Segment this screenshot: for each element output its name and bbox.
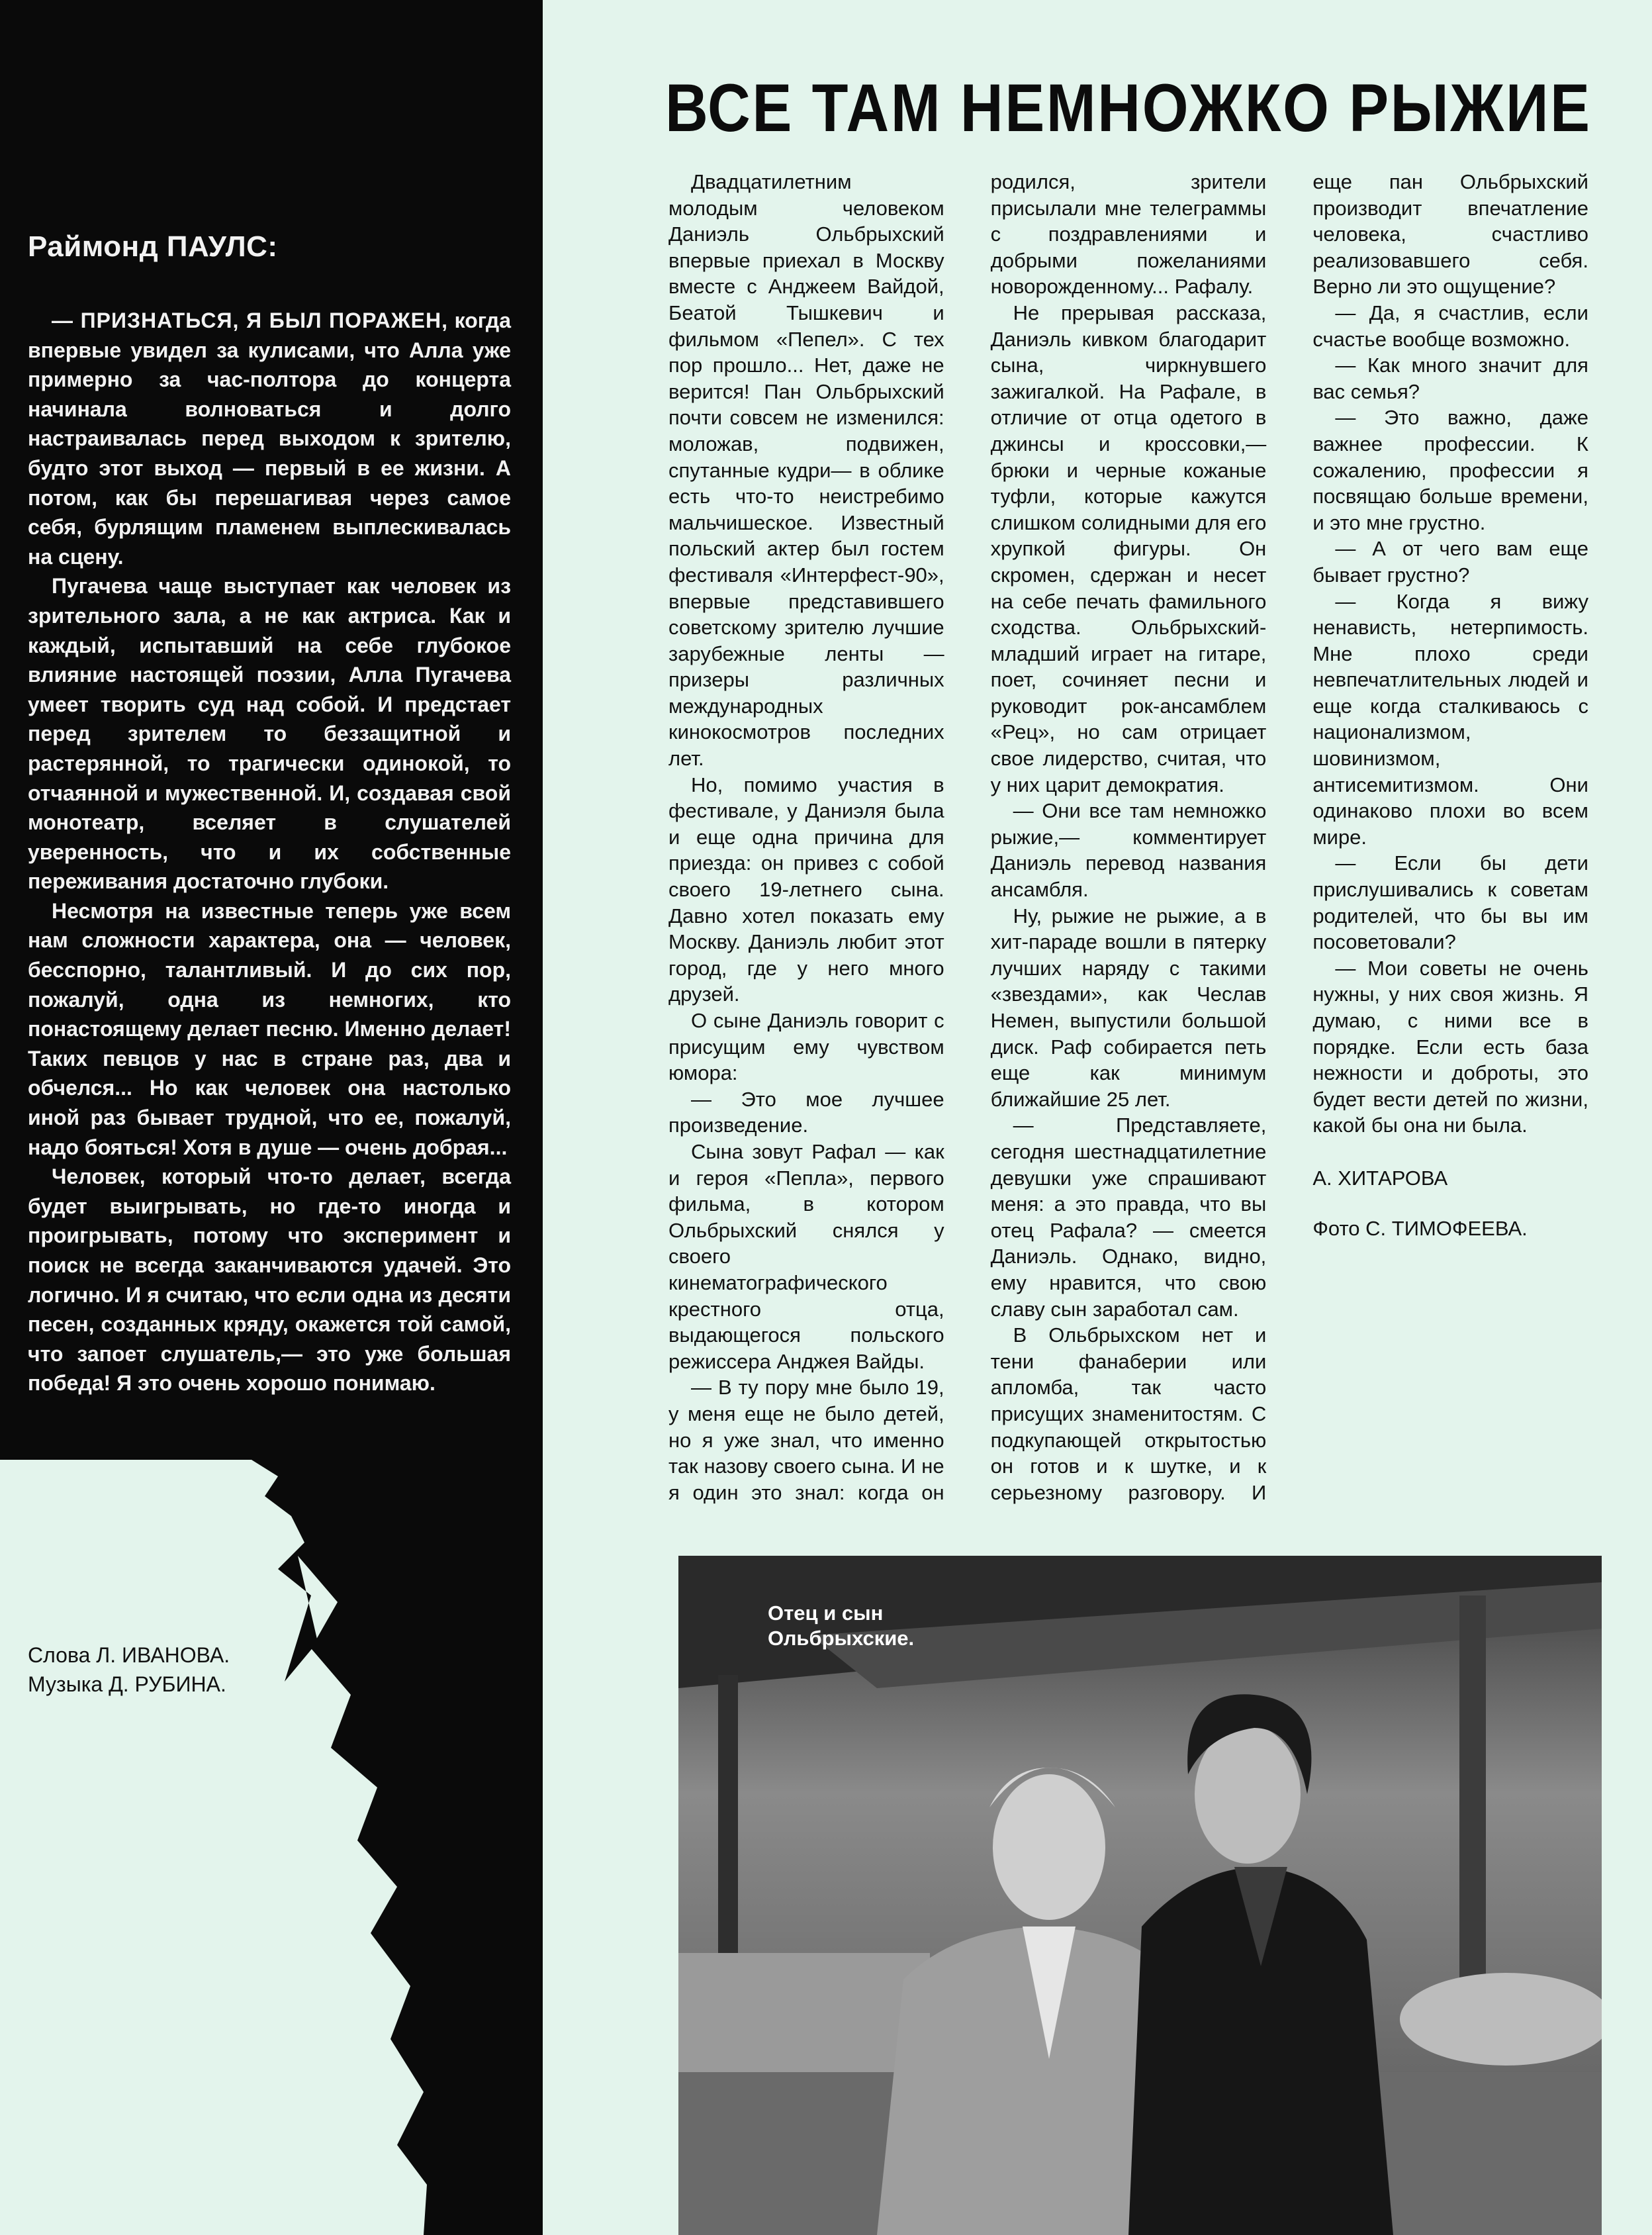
article-columns bbox=[668, 169, 1588, 1519]
left-paragraph-text: когда впервые увидел за кулисами, что Алла уже примерно за час-полтора до концерта начинала волноваться и долго настраивалась перед выходом к зрителю, будто этот выход — первый в ее жизни. А потом, как бы перешагивая через самое себя, бурлящим пламенем выплескивалась на сцену. bbox=[28, 309, 512, 569]
photo-caption-line1: Отец и сын bbox=[768, 1601, 884, 1625]
article-paragraph: — Если бы дети прислушивались к советам родителей, что бы вы им посоветовали? bbox=[1312, 851, 1588, 954]
left-paragraph bbox=[28, 306, 511, 571]
article-paragraph: — Когда я вижу ненависть, нетерпимость. Мне плохо среди невпечатлительных людей и еще когда сталкиваюсь с национализмом, шовинизмом, антисемитизмом. Они одинаково плохи во всем мире. bbox=[1312, 589, 1588, 849]
article-paragraph: — Это мое лучшее произведение. bbox=[668, 1087, 944, 1137]
article-paragraph: — Это важно, даже важнее профессии. К сожалению, профессии я посвящаю больше времени, и это мне грустно. bbox=[1312, 406, 1588, 534]
article-photo bbox=[678, 1556, 1602, 2235]
left-paragraph: Пугачева чаще выступает как человек из зрительного зала, а не как актриса. Как и каждый, испытавший на себе глубокое влияние настоящей поэзии, Алла Пугачева умеет творить суд над собой. И предстает перед зрителем то беззащитной и растерянной, то трагически одинокой, то отчаянной и мужественной. И, создавая свой монотеатр, вселяет в слушателей уверенность, что и их собственные переживания достаточно глубоки. bbox=[28, 574, 511, 894]
left-lead: — ПРИЗНАТЬСЯ, Я БЫЛ ПОРАЖЕН, bbox=[52, 309, 448, 332]
article-paragraph: — Они все там немножко рыжие,— комментирует Даниэль перевод названия ансамбля. bbox=[990, 799, 1267, 902]
article-paragraph: — А от чего вам еще бывает грустно? bbox=[1312, 537, 1588, 587]
left-heading: Раймонд ПАУЛС: bbox=[28, 230, 278, 263]
credit-music: Музыка Д. РУБИНА. bbox=[28, 1672, 226, 1696]
author-signature: А. ХИТАРОВА bbox=[1312, 1166, 1448, 1190]
article-paragraph: Двадцатилетним молодым человеком Даниэль Ольбрыхский впервые приехал в Москву вместе с Анджеем Вайдой, Беатой Тышкевич и фильмом «Пепел». С тех пор прошло... Нет, даже не верится! Пан Ольбрыхский почти совсем не изменился: моложав, подвижен, спутанные кудри— в облике есть что-то неистребимо мальчишеское. Известный польский актер был гостем фестиваля «Интерфест-90», впервые представившего советскому зрителю лучшие зарубежные ленты — призеры различных международных кинокосмотров последних лет. bbox=[668, 170, 944, 771]
article-paragraph: — В ту пору мне было 19, у меня еще не было детей, но я уже знал, что именно так назову своего сына. И не я один это знал: когда он родился, зрители присылали мне телеграммы с поздравлениями и добрыми пожеланиями новорожденному... Рафалу. bbox=[668, 170, 1267, 1504]
article-paragraph: — Представляете, сегодня шестнадцатилетние девушки уже спрашивают меня: а это правда, что вы отец Рафала? — смеется Даниэль. Однако, видно, ему нравится, что свою славу сын заработал сам. bbox=[990, 1114, 1267, 1321]
article-paragraph: Не прерывая рассказа, Даниэль кивком благодарит сына, чиркнувшего зажигалкой. На Рафале, в отличие от отца одетого в джинсы и кроссовки,— брюки и черные кожаные туфли, которые кажутся слишком солидными для его хрупкой фигуры. Он скромен, сдержан и несет на себе печать фамильного сходства. Ольбрыхский-младший играет на гитаре, поет, сочиняет песни и руководит рок-ансамблем «Рец», но сам отрицает свое лидерство, считая, что у них царит демократия. bbox=[990, 301, 1267, 796]
article-title: ВСЕ ТАМ НЕМНОЖКО РЫЖИЕ bbox=[665, 70, 1592, 146]
article-paragraph: — Да, я счастлив, если счастье вообще возможно. bbox=[1312, 301, 1588, 351]
song-credits bbox=[28, 1641, 319, 1699]
article-paragraph: В Ольбрыхском нет и тени фанаберии или апломба, так часто присущих знаменитостям. С подкупающей открытостью он готов и к шутке, и к серьезному разговору. И еще пан Ольбрыхский производит впечатление человека, счастливо реализовавшего себя. Верно ли это ощущение? bbox=[990, 170, 1588, 1504]
photo-illustration bbox=[678, 1556, 1602, 2235]
photo-caption-line2: Ольбрыхские. bbox=[768, 1627, 915, 1650]
article-paragraph: — Мои советы не очень нужны, у них своя жизнь. Я думаю, с ними все в порядке. Если есть база нежности и доброты, это будет вести детей по жизни, какой бы она ни была. bbox=[1312, 956, 1588, 1137]
article-paragraph: Сына зовут Рафал — как и героя «Пепла», первого фильма, в котором Ольбрыхский снялся у своего кинематографического крестного отца, выдающегося польского режиссера Анджея Вайды. bbox=[668, 1139, 944, 1373]
article-paragraph: Ну, рыжие не рыжие, а в хит-параде вошли в пятерку лучших наряду с такими «звездами», как Чеслав Немен, выпустили большой диск. Раф собирается петь еще как минимум ближайшие 25 лет. bbox=[990, 904, 1267, 1111]
credit-words: Слова Л. ИВАНОВА. bbox=[28, 1643, 230, 1667]
left-paragraph: Несмотря на известные теперь уже всем нам сложности характера, она — человек, бесспорно, талантливый. И до сих пор, пожалуй, одна из немногих, кто понастоящему делает песню. Именно делает! Таких певцов у нас в стране раз, два и обчелся... Но как человек она настолько иной раз бывает трудной, что ее, пожалуй, надо бояться! Хотя в душе — очень добрая... bbox=[28, 898, 511, 1159]
left-quote-block bbox=[28, 230, 511, 1398]
article-paragraph: Но, помимо участия в фестивале, у Даниэля была и еще одна причина для приезда: он привез с собой своего 19-летнего сына. Давно хотел показать ему Москву. Даниэль любит этот город, где у него много друзей. bbox=[668, 773, 944, 1006]
article-paragraph: — Как много значит для вас семья? bbox=[1312, 354, 1588, 403]
article-paragraph: О сыне Даниэль говорит с присущим ему чувством юмора: bbox=[668, 1009, 944, 1085]
left-body bbox=[28, 306, 511, 1398]
photo-credit: Фото С. ТИМОФЕЕВА. bbox=[1312, 1216, 1528, 1240]
photo-caption bbox=[768, 1601, 914, 1651]
left-paragraph: Человек, который что-то делает, всегда будет выигрывать, но где-то иногда и проигрывать, потому что эксперимент и поиск не всегда заканчиваются удачей. Это логично. И я считаю, что если одна из десяти песен, созданных кряду, окажется той самой, что запоет слушатель,— это уже большая победа! Я это очень хорошо понимаю. bbox=[28, 1165, 511, 1396]
